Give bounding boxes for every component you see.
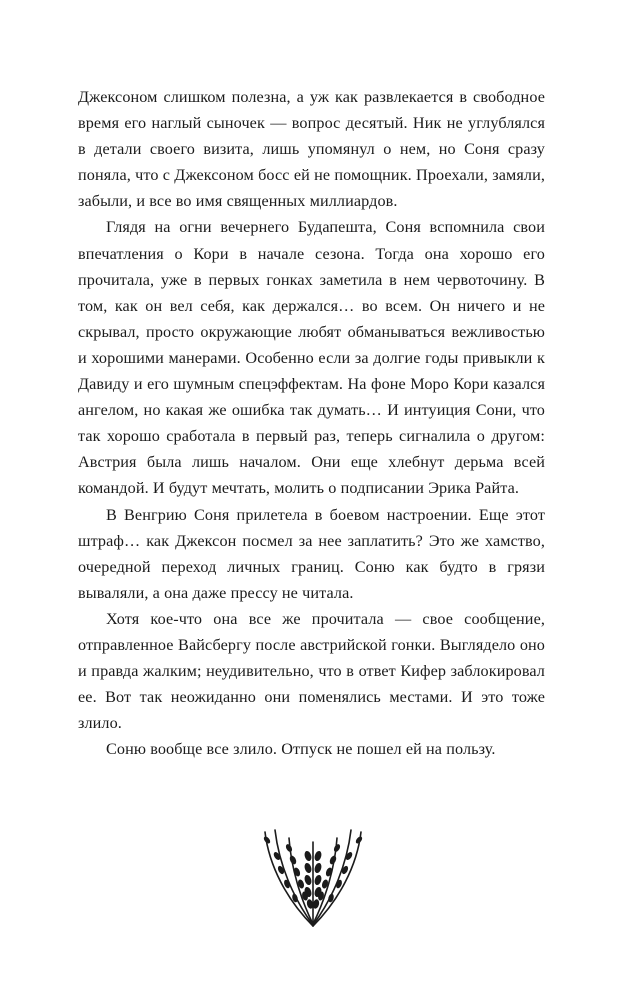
page-body-text [78,84,545,762]
paragraph: Соню вообще все злило. Отпуск не пошел ей на пользу. [106,740,496,759]
wheat-sheaf-ornament [0,826,625,936]
paragraph: Глядя на огни вечернего Будапешта, Соня вспомнила свои впечатления о Кори в начале сезона. Тогда она хорошо его прочитала, уже в первых гонках заметила в нем червоточину. В том, как он вел себя, как держался… во всем. Он ничего и не скрывал, просто окружающие любят обманываться вежливостью и хорошими манерами. Особенно если за долгие годы привыкли к Давиду и его шумным спецэффектам. На фоне Моро Кори казался ангелом, но какая же ошибка так думать… И интуиция Сони, что так хорошо сработала в первый раз, теперь сигналила о другом: Австрия была лишь началом. Они еще хлебнут дерьма всей командой. И будут мечтать, молить о подписании Эрика Райта. [78,218,545,498]
paragraph: Джексоном слишком полезна, а уж как развлекается в свободное время его наглый сыночек — вопрос десятый. Ник не углублялся в детали своего визита, лишь упомянул о нем, но Соня сразу поняла, что с Джексоном босс ей не помощник. Проехали, замяли, забыли, и все во имя священных миллиардов. [78,88,545,211]
paragraph: В Венгрию Соня прилетела в боевом настроении. Еще этот штраф… как Джексон посмел за нее заплатить? Это же хамство, очередной переход личных границ. Соню как будто в грязи вываляли, а она даже прессу не читала. [78,505,545,602]
paragraph: Хотя кое-что она все же прочитала — свое сообщение, отправленное Вайсбергу после австрийской гонки. Выглядело оно и правда жалким; неудивительно, что в ответ Кифер заблокировал ее. Вот так неожиданно они поменялись местами. И это тоже злило. [78,609,545,733]
